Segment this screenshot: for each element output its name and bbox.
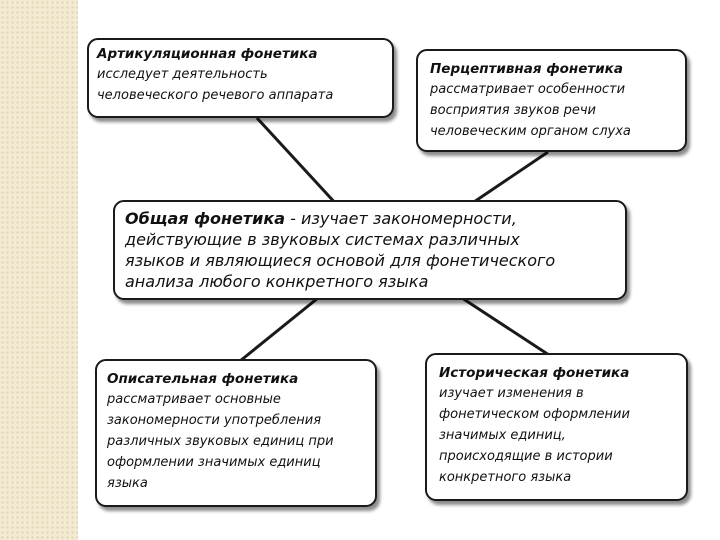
articulatory-line-1: исследует деятельность <box>97 67 268 82</box>
descriptive-line-1: рассматривает основные <box>107 392 281 407</box>
box-general-phonetics <box>113 200 627 300</box>
general-separator: - <box>285 209 301 228</box>
descriptive-line-5: языка <box>107 476 148 491</box>
articulatory-line-2: человеческого речевого аппарата <box>97 88 334 103</box>
box-articulatory-phonetics <box>87 38 394 118</box>
articulatory-title: Артикуляционная фонетика <box>97 46 318 62</box>
historical-line-3: значимых единиц, <box>439 428 566 443</box>
general-title: Общая фонетика <box>125 209 286 228</box>
general-first-line <box>125 208 615 229</box>
historical-line-4: происходящие в истории <box>439 449 613 464</box>
descriptive-line-3: различных звуковых единиц при <box>107 434 334 449</box>
box-historical-phonetics <box>425 353 688 501</box>
historical-line-1: изучает изменения в <box>439 386 584 401</box>
perceptive-line-1: рассматривает особенности <box>430 82 626 97</box>
perceptive-title: Перцептивная фонетика <box>430 61 623 77</box>
descriptive-line-4: оформлении значимых единиц <box>107 455 321 470</box>
descriptive-line-2: закономерности употребления <box>107 413 322 428</box>
perceptive-line-3: человеческим органом слуха <box>430 124 631 139</box>
box-descriptive-phonetics <box>95 359 377 507</box>
descriptive-title: Описательная фонетика <box>107 371 299 387</box>
historical-line-5: конкретного языка <box>439 470 572 485</box>
historical-line-2: фонетическом оформлении <box>439 407 630 422</box>
general-line-3: языков и являющиеся основой для фонетического <box>125 251 556 270</box>
general-line-2: действующие в звуковых системах различных <box>125 230 520 249</box>
historical-title: Историческая фонетика <box>439 365 630 381</box>
general-line-4: анализа любого конкретного языка <box>125 272 429 291</box>
perceptive-line-2: восприятия звуков речи <box>430 103 597 118</box>
general-line-1: изучает закономерности, <box>300 209 517 228</box>
connector-articulatory <box>257 118 338 206</box>
connector-historical <box>462 298 549 355</box>
connector-perceptive <box>468 152 548 206</box>
connector-descriptive <box>240 298 318 361</box>
box-perceptive-phonetics <box>416 49 687 152</box>
